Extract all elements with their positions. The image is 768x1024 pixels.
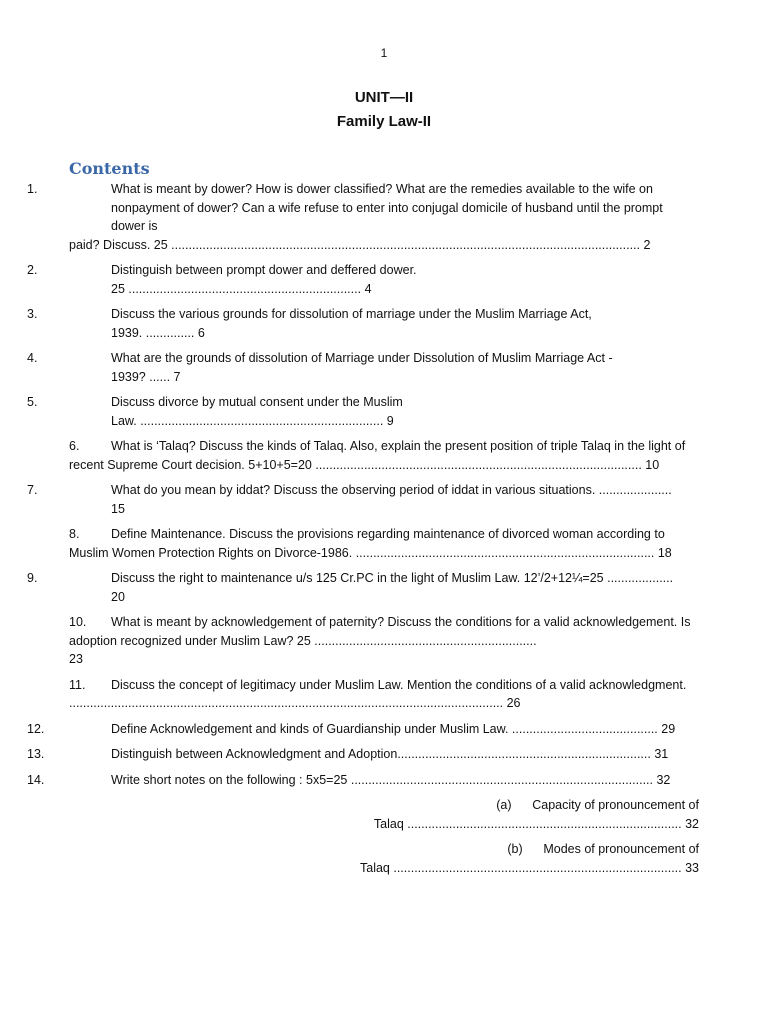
- toc-entry-number: 11.: [69, 677, 86, 692]
- toc-page-number: 15: [111, 501, 125, 516]
- toc-entry-text-cont: Law.: [111, 413, 141, 428]
- toc-entry-text: What is meant by acknowledgement of paternity? Discuss the conditions for a valid acknowledgement. Is adoption recognized under Muslim Law? 25: [69, 615, 691, 648]
- toc-subentry-text: Modes of pronouncement of: [543, 842, 699, 856]
- toc-entry-4[interactable]: [27, 349, 699, 386]
- unit-title: UNIT—II: [354, 89, 414, 106]
- toc-subentry-text-cont: Talaq: [360, 860, 394, 875]
- toc-subentry-label: (b): [507, 842, 523, 856]
- toc-entry-6[interactable]: [69, 437, 699, 474]
- toc-subentry-text: Capacity of pronouncement of: [532, 798, 699, 812]
- toc-page-number: 33: [685, 860, 699, 875]
- toc-leader: .....................: [598, 483, 672, 497]
- toc-entry-number: 3.: [27, 307, 38, 321]
- toc-entry-1[interactable]: [27, 180, 699, 254]
- toc-entry-number: 5.: [27, 395, 38, 409]
- toc-entry-11[interactable]: [69, 676, 699, 713]
- toc-entry-10[interactable]: [69, 613, 699, 669]
- toc-entry-number: 13.: [27, 747, 45, 761]
- page-number: 1: [380, 46, 388, 60]
- contents-heading: Contents: [69, 159, 150, 178]
- toc-page-number: 9: [386, 413, 394, 428]
- toc-entry-number: 6.: [69, 439, 80, 453]
- toc-leader: ..............: [145, 325, 198, 340]
- toc-entry-number: 1.: [27, 182, 38, 196]
- unit-subtitle: Family Law-II: [336, 113, 432, 130]
- toc-page-number: 4: [364, 281, 372, 296]
- toc-entry-number: 9.: [27, 571, 38, 585]
- table-of-contents: [27, 180, 699, 884]
- toc-entry-text: Define Maintenance. Discuss the provisions regarding maintenance of divorced woman according to Muslim Women Protection Rights on Divorce-1986.: [69, 527, 665, 560]
- toc-page-number: 32: [685, 816, 699, 831]
- toc-entry-7[interactable]: [27, 481, 699, 518]
- toc-leader: ......................................................................................: [355, 545, 658, 560]
- toc-leader: ...................................................................................: [393, 860, 686, 875]
- toc-leader: .............................................................................................................................: [69, 696, 507, 710]
- toc-page-number: 29: [661, 721, 676, 736]
- toc-entry-text: What are the grounds of dissolution of Marriage under Dissolution of Muslim Marriage Act -: [111, 351, 613, 365]
- toc-entry-12[interactable]: [27, 720, 699, 739]
- toc-leader: ...................................................................: [128, 281, 365, 296]
- toc-leader: ...............................................................................: [407, 816, 686, 831]
- toc-entry-text-cont: 25: [111, 281, 129, 296]
- toc-entry-number: 8.: [69, 527, 80, 541]
- toc-leader: ................................................................: [314, 633, 537, 648]
- toc-leader: .......................................................................................: [350, 772, 657, 787]
- toc-page-number: 7: [173, 369, 181, 384]
- toc-entry-number: 2.: [27, 263, 38, 277]
- toc-entry-text: Distinguish between prompt dower and deffered dower.: [111, 263, 417, 277]
- toc-entry-2[interactable]: [27, 261, 699, 298]
- toc-entry-9[interactable]: [27, 569, 699, 606]
- toc-entry-text: Discuss the right to maintenance u/s 125 Cr.PC in the light of Muslim Law. 12’/2+12¼=25: [111, 571, 608, 585]
- toc-entry-3[interactable]: [27, 305, 699, 342]
- toc-page-number: 32: [656, 772, 671, 787]
- toc-entry-8[interactable]: [69, 525, 699, 562]
- toc-page-number: 26: [506, 696, 521, 710]
- toc-page-number: 18: [657, 545, 672, 560]
- toc-entry-13[interactable]: [27, 745, 699, 764]
- toc-entry-number: 7.: [27, 483, 38, 497]
- toc-leader: .......................................................................................................................................: [171, 237, 644, 252]
- toc-leader: ......: [149, 369, 174, 384]
- toc-page-number: 23: [69, 652, 83, 666]
- toc-page-number: 20: [111, 589, 125, 604]
- toc-subentry-b[interactable]: [69, 840, 699, 877]
- toc-entry-number: 4.: [27, 351, 38, 365]
- toc-entry-text-cont: 1939?: [111, 369, 150, 384]
- toc-entry-text: Define Acknowledgement and kinds of Guardianship under Muslim Law.: [111, 721, 512, 736]
- toc-leader: ..............................................................................................: [315, 457, 646, 472]
- toc-entry-text: Discuss divorce by mutual consent under the Muslim: [111, 395, 403, 409]
- toc-entry-text-cont: paid? Discuss. 25: [69, 237, 172, 252]
- toc-page-number: 31: [654, 747, 669, 761]
- toc-entry-number: 12.: [27, 721, 45, 736]
- toc-entry-text: What is ‘Talaq? Discuss the kinds of Talaq. Also, explain the present position of triple Talaq in the light of recent Supreme Court decision. 5+10+5=20: [69, 439, 686, 472]
- toc-entry-text: What is meant by dower? How is dower classified? What are the remedies available to the wife on nonpayment of dower? Can a wife refuse to enter into conjugal domicile of husband until the prompt dower is: [111, 182, 663, 233]
- toc-subentry-label: (a): [496, 798, 512, 812]
- toc-page-number: 2: [643, 237, 651, 252]
- toc-leader: .........................................................................: [397, 747, 655, 761]
- toc-entry-text: What do you mean by iddat? Discuss the observing period of iddat in various situations.: [111, 483, 599, 497]
- toc-entry-14[interactable]: [27, 771, 699, 790]
- toc-subentry-a[interactable]: [69, 796, 699, 833]
- toc-entry-text: Discuss the concept of legitimacy under Muslim Law. Mention the conditions of a valid acknowledgment.: [111, 677, 687, 692]
- toc-entry-number: 10.: [69, 615, 87, 629]
- toc-leader: ......................................................................: [140, 413, 387, 428]
- toc-entry-text: Distinguish between Acknowledgment and Adoption: [111, 747, 398, 761]
- toc-entry-text: Discuss the various grounds for dissolution of marriage under the Muslim Marriage Act,: [111, 307, 592, 321]
- toc-entry-number: 14.: [27, 772, 45, 787]
- toc-entry-text: Write short notes on the following : 5x5=25: [111, 772, 351, 787]
- toc-entry-5[interactable]: [27, 393, 699, 430]
- toc-page-number: 6: [197, 325, 205, 340]
- toc-subentry-text-cont: Talaq: [373, 816, 408, 831]
- toc-entry-text-cont: 1939.: [111, 325, 146, 340]
- toc-page-number: 10: [645, 457, 660, 472]
- toc-leader: ..........................................: [511, 721, 662, 736]
- toc-leader: ...................: [607, 571, 674, 585]
